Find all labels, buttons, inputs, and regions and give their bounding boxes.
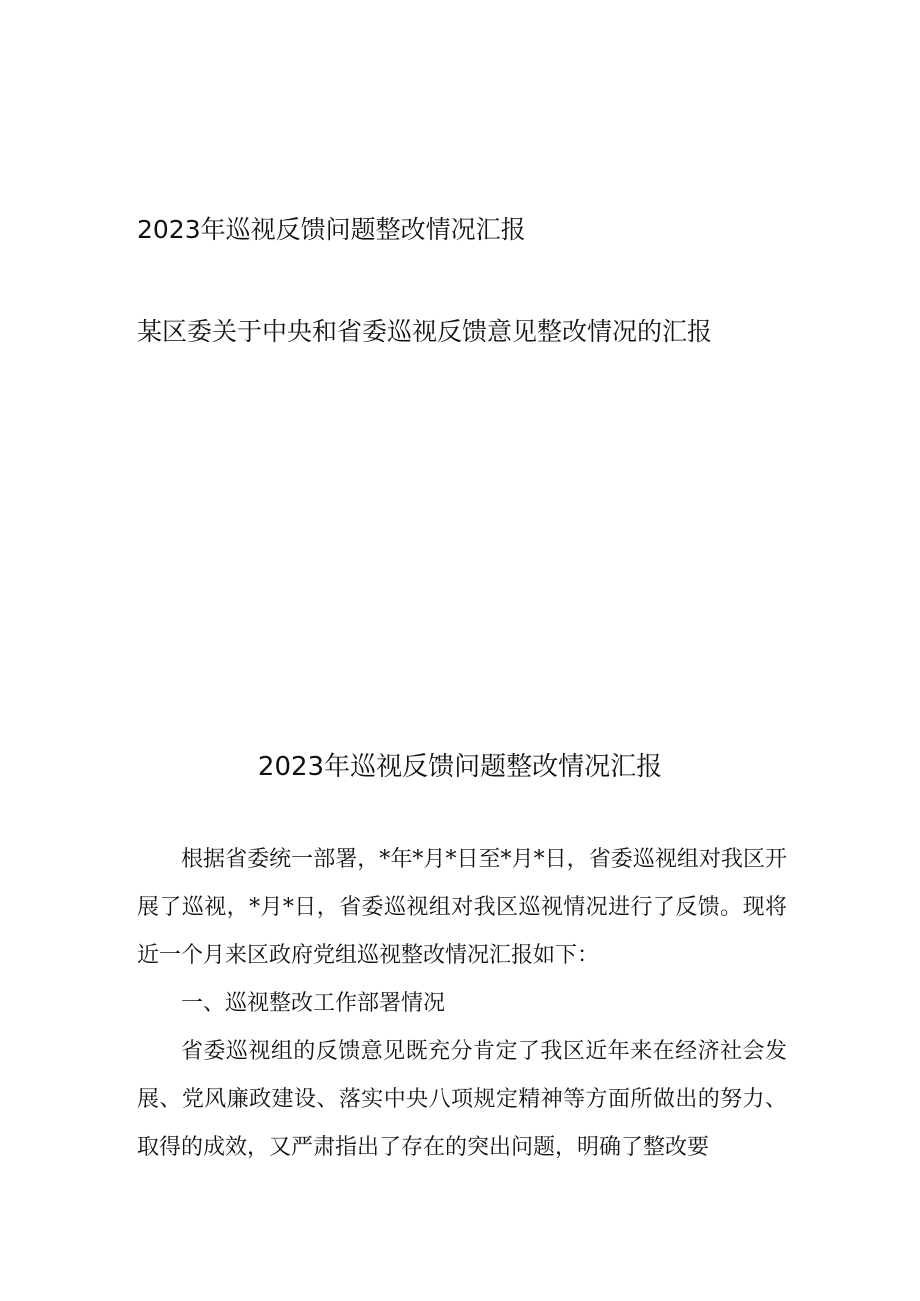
body-paragraph-feedback: 省委巡视组的反馈意见既充分肯定了我区近年来在经济社会发展、党风廉政建设、落实中央八项规定精神等方面所做出的努力、取得的成效，又严肃指出了存在的突出问题，明确了整改要: [137, 1039, 787, 1160]
cover-subtitle: 某区委关于中央和省委巡视反馈意见整改情况的汇报: [137, 317, 713, 346]
cover-title: 2023年巡视反馈问题整改情况汇报: [137, 215, 526, 244]
document-body: [137, 836, 787, 1172]
body-paragraph-intro: 根据省委统一部署，*年*月*日至*月*日，省委巡视组对我区开展了巡视，*月*日，省委巡视组对我区巡视情况进行了反馈。现将近一个月来区政府党组巡视整改情况汇报如下：: [137, 847, 787, 968]
document-heading: 2023年巡视反馈问题整改情况汇报: [257, 752, 663, 782]
section-heading-deployment: 一、巡视整改工作部署情况: [181, 991, 446, 1016]
